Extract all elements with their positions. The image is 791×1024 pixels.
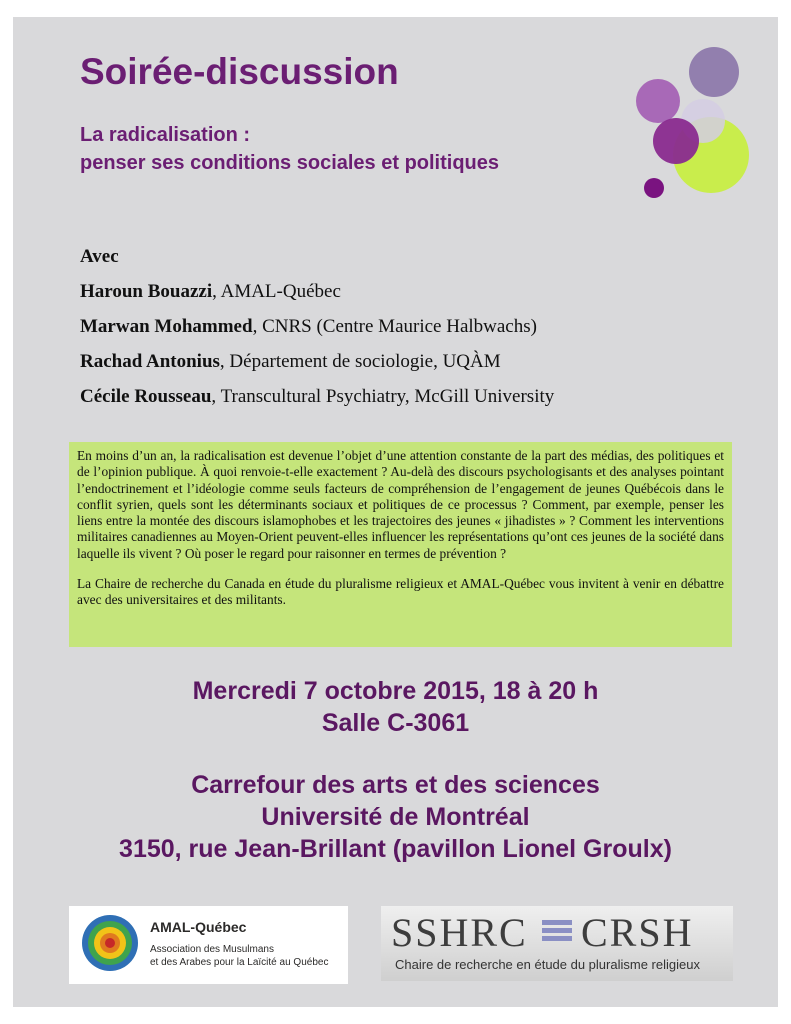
- speaker-affiliation: , CNRS (Centre Maurice Halbwachs): [252, 316, 537, 337]
- poster: [13, 17, 778, 1007]
- event-university: Université de Montréal: [261, 803, 530, 831]
- speaker-item: [80, 344, 554, 379]
- description-paragraph-2: La Chaire de recherche du Canada en étude du pluralisme religieux et AMAL-Québec vous invitent à venir en débattre avec des universitaires et des militants.: [77, 576, 724, 608]
- event-venue: Carrefour des arts et des sciences: [191, 771, 600, 799]
- speaker-name: Marwan Mohammed: [80, 316, 253, 337]
- sshrc-bars-icon: [542, 920, 572, 944]
- speaker-item: [80, 274, 554, 309]
- subtitle-line-1: La radicalisation :: [80, 124, 251, 146]
- speaker-affiliation: , Transcultural Psychiatry, McGill University: [211, 386, 555, 407]
- crsh-word: CRSH: [581, 910, 694, 955]
- amal-emblem-icon: [79, 912, 141, 974]
- sshrc-word: SSHRC: [391, 910, 528, 955]
- description-box: [69, 442, 732, 647]
- speakers-list: [80, 239, 554, 414]
- speaker-item: [80, 379, 554, 414]
- event-address: 3150, rue Jean-Brillant (pavillon Lionel Groulx): [119, 835, 672, 863]
- amal-line-1: Association des Musulmans: [150, 944, 274, 955]
- amal-logo: [69, 906, 348, 984]
- speaker-affiliation: , Département de sociologie, UQÀM: [219, 351, 501, 372]
- speaker-name: Rachad Antonius: [80, 351, 220, 372]
- amal-line-2: et des Arabes pour la Laïcité au Québec: [150, 957, 329, 968]
- speaker-name: Cécile Rousseau: [80, 386, 212, 407]
- sshrc-subtitle: Chaire de recherche en étude du pluralisme religieux: [395, 957, 700, 972]
- decorative-circles: [608, 39, 768, 199]
- event-room: Salle C-3061: [321, 709, 470, 737]
- sshrc-logo: [381, 906, 733, 981]
- event-date: Mercredi 7 octobre 2015, 18 à 20 h: [192, 677, 599, 705]
- page-title: Soirée-discussion: [80, 51, 399, 92]
- speaker-item: [80, 309, 554, 344]
- speakers-intro: Avec: [80, 246, 119, 267]
- amal-name: AMAL-Québec: [150, 919, 247, 935]
- speaker-affiliation: , AMAL-Québec: [212, 281, 341, 302]
- speaker-name: Haroun Bouazzi: [80, 281, 213, 302]
- description-paragraph-1: En moins d’un an, la radicalisation est devenue l’objet d’une attention constante de la part des médias, des politiques et de l’opinion publique. À quoi renvoie-t-elle exactement ? Au-delà des discours psychologisants et des analyses pointant l’endoctrinement et l’idéologie comme seuls facteurs de compréhension de l’engagement de jeunes Québécois dans le conflit syrien, quels sont les déterminants sociaux et politiques de ce processus ? Comment, par exemple, penser les liens entre la montée des discours islamophobes et les trajectoires des jeunes « jihadistes » ? Comment les interventions militaires canadiennes au Moyen-Orient peuvent-elles influencer les représentations qu’ont ces jeunes de la société dans laquelle ils vivent ? Où poser le regard pour raisonner en termes de prévention ?: [77, 448, 724, 561]
- subtitle-line-2: penser ses conditions sociales et politiques: [80, 152, 500, 174]
- subtitle: [80, 121, 499, 177]
